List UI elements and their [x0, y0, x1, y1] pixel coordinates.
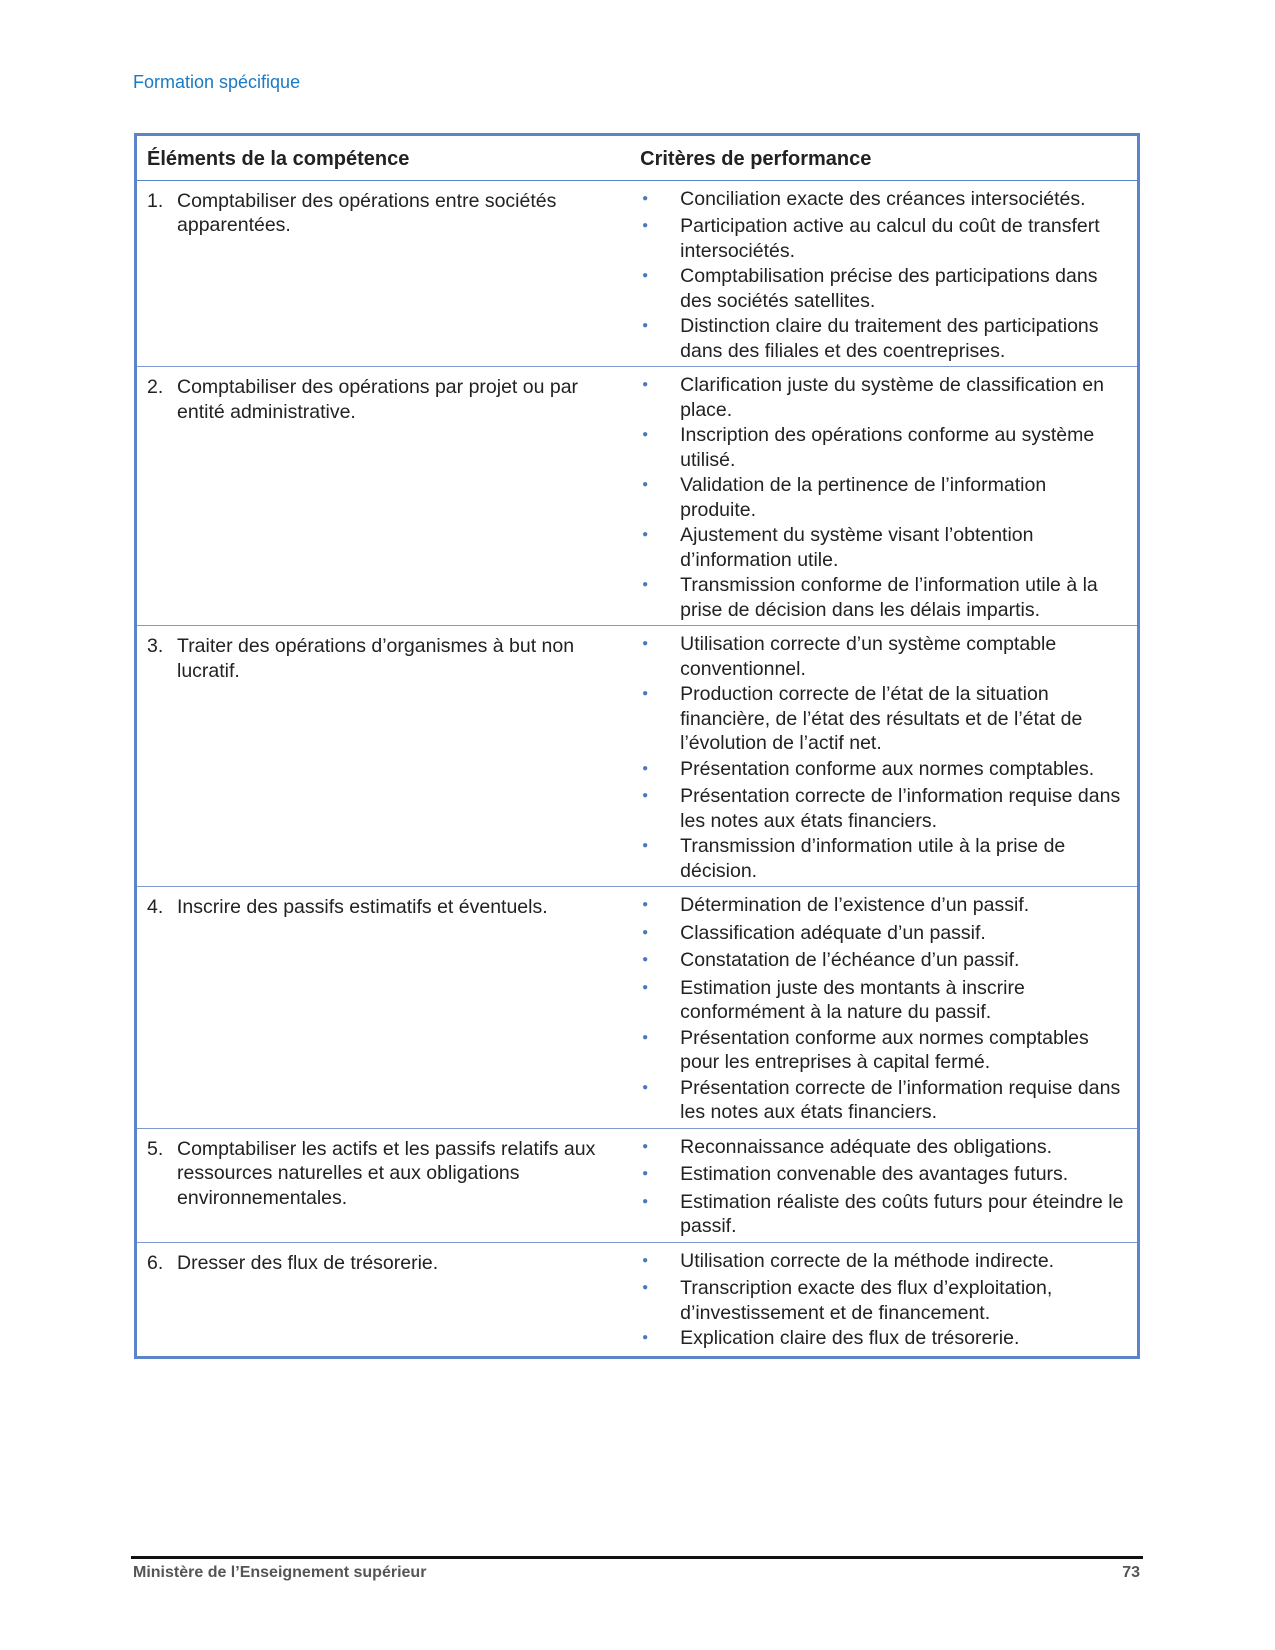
table-row [136, 626, 1139, 887]
bullet-icon [640, 893, 680, 920]
criteria-item [640, 214, 1127, 263]
criteria-text: Détermination de l’existence d’un passif. [680, 894, 1030, 916]
criteria-cell [630, 626, 1138, 887]
bullet-icon [640, 976, 680, 1025]
bullet-icon [640, 682, 680, 756]
criteria-text: Transcription exacte des flux d’exploitation, d’investissement et de financement. [680, 1277, 1053, 1324]
criteria-text: Utilisation correcte de la méthode indirecte. [680, 1249, 1055, 1272]
element-number: 2. [147, 376, 164, 398]
criteria-item [640, 976, 1127, 1025]
criteria-text: Classification adéquate d’un passif. [680, 921, 986, 944]
table-body [136, 180, 1139, 1357]
element-number: 3. [147, 635, 164, 657]
criteria-item [640, 1076, 1127, 1125]
criteria-cell [630, 1242, 1138, 1357]
element-cell [136, 887, 631, 1129]
criteria-cell [630, 367, 1138, 626]
element-cell [136, 367, 631, 626]
bullet-icon [640, 473, 680, 522]
element-number: 6. [147, 1251, 164, 1274]
criteria-text: Estimation convenable des avantages futurs. [680, 1163, 1069, 1185]
criteria-item [640, 423, 1127, 472]
criteria-text: Comptabilisation précise des participations dans des sociétés satellites. [680, 265, 1098, 312]
criteria-text: Présentation conforme aux normes comptables pour les entreprises à capital fermé. [680, 1026, 1089, 1073]
competence-table [134, 133, 1140, 1359]
table-header-row [136, 135, 1139, 181]
element-cell [136, 1128, 631, 1242]
element-number: 5. [147, 1137, 164, 1160]
bullet-icon [640, 1135, 680, 1162]
bullet-icon [640, 1326, 680, 1353]
bullet-icon [640, 1276, 680, 1325]
criteria-text: Conciliation exacte des créances intersociétés. [680, 187, 1086, 210]
criteria-text: Clarification juste du système de classification en place. [680, 374, 1104, 421]
element-text: Comptabiliser les actifs et les passifs relatifs aux ressources naturelles et aux obligations environnementales. [177, 1137, 596, 1209]
criteria-list [640, 1135, 1127, 1239]
bullet-icon [640, 1026, 680, 1075]
criteria-list [640, 893, 1127, 1125]
table-row [136, 367, 1139, 626]
page-number: 73 [1122, 1564, 1140, 1581]
criteria-list [640, 373, 1127, 622]
criteria-text: Présentation correcte de l’information requise dans les notes aux états financiers. [680, 785, 1121, 832]
header-elements: Éléments de la compétence [136, 135, 631, 181]
criteria-cell [630, 1128, 1138, 1242]
bullet-icon [640, 1162, 680, 1189]
criteria-list [640, 1249, 1127, 1353]
criteria-item [640, 1190, 1127, 1239]
element-text: Inscrire des passifs estimatifs et éventuels. [177, 896, 548, 918]
bullet-icon [640, 423, 680, 472]
bullet-icon [640, 314, 680, 363]
criteria-text: Constatation de l’échéance d’un passif. [680, 949, 1020, 971]
criteria-item [640, 784, 1127, 833]
criteria-cell [630, 180, 1138, 367]
criteria-text: Production correcte de l’état de la situation financière, de l’état des résultats et de l’état de l’évolution de l’actif net. [680, 683, 1083, 754]
bullet-icon [640, 757, 680, 784]
table-row [136, 180, 1139, 367]
bullet-icon [640, 573, 680, 622]
bullet-icon [640, 948, 680, 975]
element-number: 4. [147, 896, 164, 918]
bullet-icon [640, 921, 680, 948]
criteria-list [640, 187, 1127, 364]
bullet-icon [640, 214, 680, 263]
element-text: Comptabiliser des opérations par projet ou par entité administrative. [177, 376, 579, 423]
criteria-cell [630, 887, 1138, 1129]
element-text: Dresser des flux de trésorerie. [177, 1251, 439, 1274]
criteria-item [640, 893, 1127, 920]
criteria-text: Ajustement du système visant l’obtention d’information utile. [680, 524, 1034, 571]
criteria-text: Reconnaissance adéquate des obligations. [680, 1135, 1052, 1158]
criteria-text: Participation active au calcul du coût de transfert intersociétés. [680, 215, 1100, 262]
table-row [136, 1128, 1139, 1242]
criteria-text: Validation de la pertinence de l’information produite. [680, 474, 1047, 521]
bullet-icon [640, 373, 680, 422]
bullet-icon [640, 1249, 680, 1276]
bullet-icon [640, 834, 680, 883]
criteria-item [640, 1249, 1127, 1276]
footer-ministry: Ministère de l’Enseignement supérieur [133, 1564, 427, 1581]
criteria-text: Présentation correcte de l’information requise dans les notes aux états financiers. [680, 1076, 1121, 1123]
table-row [136, 887, 1139, 1129]
criteria-item [640, 187, 1127, 214]
element-text: Traiter des opérations d’organismes à but non lucratif. [177, 635, 575, 682]
criteria-item [640, 632, 1127, 681]
element-text: Comptabiliser des opérations entre sociétés apparentées. [177, 189, 557, 236]
criteria-text: Transmission d’information utile à la prise de décision. [680, 835, 1066, 882]
criteria-text: Distinction claire du traitement des participations dans des filiales et des coentreprises. [680, 315, 1099, 362]
element-cell [136, 1242, 631, 1357]
criteria-item [640, 264, 1127, 313]
criteria-item [640, 314, 1127, 363]
criteria-item [640, 1135, 1127, 1162]
criteria-text: Transmission conforme de l’information utile à la prise de décision dans les délais impartis. [680, 574, 1098, 621]
criteria-list [640, 632, 1127, 883]
bullet-icon [640, 264, 680, 313]
criteria-text: Présentation conforme aux normes comptables. [680, 757, 1095, 780]
criteria-item [640, 1026, 1127, 1075]
element-cell [136, 626, 631, 887]
bullet-icon [640, 523, 680, 572]
bullet-icon [640, 187, 680, 214]
page-header-title: Formation spécifique [133, 72, 301, 92]
criteria-item [640, 834, 1127, 883]
element-cell [136, 180, 631, 367]
criteria-item [640, 1162, 1127, 1189]
element-number: 1. [147, 189, 164, 212]
bullet-icon [640, 1076, 680, 1125]
table-row [136, 1242, 1139, 1357]
criteria-item [640, 1276, 1127, 1325]
criteria-text: Utilisation correcte d’un système comptable conventionnel. [680, 633, 1057, 680]
criteria-item [640, 948, 1127, 975]
criteria-item [640, 523, 1127, 572]
header-criteria: Critères de performance [630, 135, 1138, 181]
criteria-item [640, 682, 1127, 756]
criteria-item [640, 373, 1127, 422]
bullet-icon [640, 1190, 680, 1239]
criteria-item [640, 573, 1127, 622]
criteria-text: Estimation juste des montants à inscrire conformément à la nature du passif. [680, 976, 1025, 1023]
criteria-text: Estimation réaliste des coûts futurs pour éteindre le passif. [680, 1190, 1124, 1237]
criteria-text: Inscription des opérations conforme au système utilisé. [680, 424, 1095, 471]
criteria-item [640, 1326, 1127, 1353]
criteria-item [640, 757, 1127, 784]
bullet-icon [640, 784, 680, 833]
footer-divider [131, 1556, 1143, 1559]
bullet-icon [640, 632, 680, 681]
criteria-text: Explication claire des flux de trésorerie. [680, 1327, 1020, 1349]
criteria-item [640, 921, 1127, 948]
criteria-item [640, 473, 1127, 522]
